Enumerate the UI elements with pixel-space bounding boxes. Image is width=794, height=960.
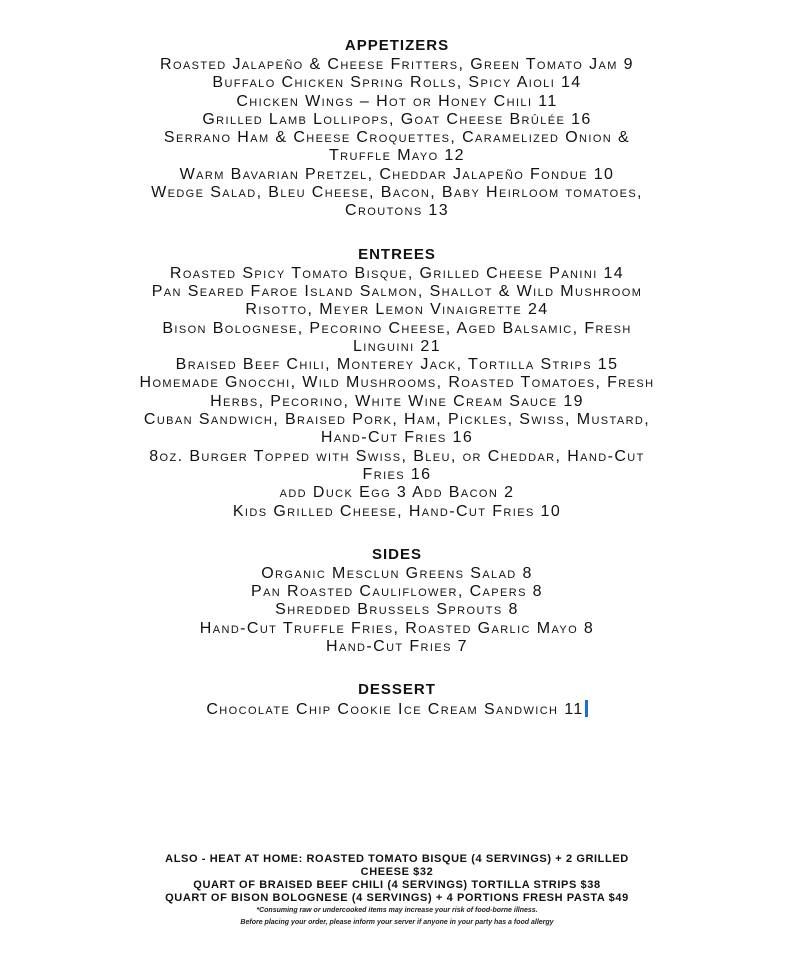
footer-line: QUART OF BISON BOLOGNESE (4 SERVINGS) + 4 PORTIONS FRESH PASTA $49 — [165, 892, 629, 904]
menu-item: Bison Bolognese, Pecorino Cheese, Aged Balsamic, Fresh — [162, 319, 632, 337]
menu-item: Linguini 21 — [352, 337, 442, 355]
footer-line: ALSO - HEAT AT HOME: ROASTED TOMATO BISQUE (4 SERVINGS) + 2 GRILLED — [165, 853, 629, 865]
menu-item: Warm Bavarian Pretzel, Cheddar Jalapeño Fondue 10 — [179, 165, 615, 183]
menu-item: Roasted Jalapeño & Cheese Fritters, Green Tomato Jam 9 — [160, 56, 634, 73]
section-entrees — [0, 245, 794, 521]
allergy-note: Before placing your order, please inform your server if anyone in your party has a food allergy — [240, 919, 554, 926]
section-title: SIDES — [371, 545, 422, 563]
section-appetizers — [0, 36, 794, 221]
menu-item: Braised Beef Chili, Monterey Jack, Tortilla Strips 15 — [175, 356, 619, 374]
menu-item: Buffalo Chicken Spring Rolls, Spicy Aioli 14 — [212, 74, 582, 92]
text-cursor — [585, 700, 588, 717]
menu — [0, 36, 794, 744]
menu-item: add Duck Egg 3 Add Bacon 2 — [279, 484, 515, 502]
menu-item: Kids Grilled Cheese, Hand-Cut Fries 10 — [232, 502, 562, 520]
menu-item: Wedge Salad, Bleu Cheese, Bacon, Baby Heirloom tomatoes, — [151, 184, 643, 202]
menu-item: Cuban Sandwich, Braised Pork, Ham, Pickles, Swiss, Mustard, — [143, 411, 651, 429]
menu-item: Roasted Spicy Tomato Bisque, Grilled Cheese Panini 14 — [169, 264, 625, 282]
menu-item: Grilled Lamb Lollipops, Goat Cheese Brûlée 16 — [202, 110, 592, 128]
section-title: ENTREES — [358, 245, 436, 263]
menu-item: Hand-Cut Fries 16 — [320, 429, 474, 447]
section-title: APPETIZERS — [344, 37, 450, 54]
menu-item: Risotto, Meyer Lemon Vinaigrette 24 — [245, 301, 549, 319]
menu-item: Chicken Wings – Hot or Honey Chili 11 — [236, 92, 558, 110]
menu-item: Shredded Brussels Sprouts 8 — [275, 601, 519, 619]
menu-item: Hand-Cut Fries 7 — [326, 638, 468, 656]
menu-item: Pan Roasted Cauliflower, Capers 8 — [251, 583, 543, 601]
menu-item: 8oz. Burger Topped with Swiss, Bleu, or Cheddar, Hand-Cut — [149, 447, 645, 465]
allergy-note: *Consuming raw or undercooked items may increase your risk of food-borne illness. — [256, 907, 538, 914]
menu-item-editing[interactable] — [60, 700, 734, 719]
menu-item: Fries 16 — [362, 465, 432, 483]
menu-item-text: Chocolate Chip Cookie Ice Cream Sandwich 11 — [206, 701, 584, 719]
menu-item: Truffle Mayo 12 — [329, 147, 465, 165]
footer-line: CHEESE $32 — [360, 866, 434, 878]
footer-line: QUART OF BRAISED BEEF CHILI (4 SERVINGS) TORTILLA STRIPS $38 — [193, 879, 601, 891]
section-title: DESSERT — [358, 681, 436, 699]
menu-item: Homemade Gnocchi, Wild Mushrooms, Roasted Tomatoes, Fresh — [139, 374, 655, 392]
footer — [0, 853, 794, 929]
menu-item: Herbs, Pecorino, White Wine Cream Sauce 19 — [210, 392, 584, 410]
menu-item: Pan Seared Faroe Island Salmon, Shallot & Wild Mushroom — [151, 282, 643, 300]
menu-item: Serrano Ham & Cheese Croquettes, Caramelized Onion & — [163, 129, 631, 147]
menu-item: Organic Mesclun Greens Salad 8 — [261, 564, 533, 582]
section-dessert — [0, 680, 794, 719]
section-sides — [0, 545, 794, 656]
menu-item: Hand-Cut Truffle Fries, Roasted Garlic Mayo 8 — [199, 619, 595, 637]
menu-item: Croutons 13 — [345, 202, 449, 220]
